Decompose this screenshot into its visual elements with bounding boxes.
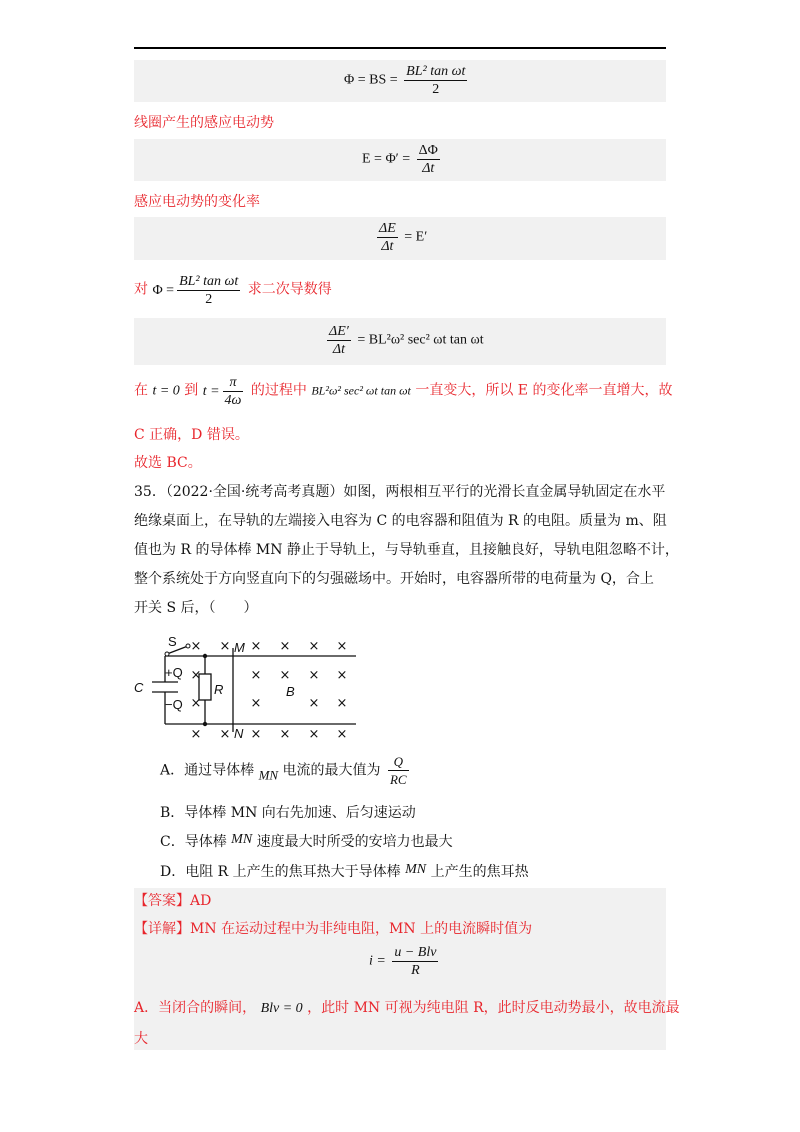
field-cross-mark: × [190, 727, 202, 742]
field-cross-mark: × [250, 696, 262, 711]
formula-band [134, 60, 666, 102]
solution-band [134, 888, 680, 1050]
n-label: N [234, 726, 244, 741]
field-cross-mark: × [190, 668, 202, 683]
field-cross-mark: × [219, 727, 231, 742]
formula-band [134, 318, 666, 365]
circuit-diagram [128, 632, 360, 750]
heading-emf: 线圈产生的感应电动势 [134, 115, 274, 131]
heading-rate: 感应电动势的变化率 [134, 194, 260, 210]
field-cross-mark: × [308, 727, 320, 742]
field-cross-mark: × [250, 727, 262, 742]
field-cross-mark: × [336, 639, 348, 654]
question-line: 整个系统处于方向竖直向下的匀强磁场中。开始时，电容器所带的电荷量为 Q，合上 [134, 571, 654, 587]
conclusion-line: C 正确，D 错误。 [134, 427, 249, 443]
field-cross-mark: × [250, 668, 262, 683]
field-cross-mark: × [219, 639, 231, 654]
option-a[interactable]: A．通过导体棒 MN 电流的最大值为 $\frac{Q}{RC}$ [160, 754, 407, 787]
plus-q-label: +Q [165, 665, 183, 680]
question-line: 35．（2022·全国·统考高考真题）如图，两根相互平行的光滑长直金属导轨固定在水平 [134, 484, 666, 500]
field-cross-mark: × [308, 639, 320, 654]
interval-line: 在 t = 0 到 t = $\frac{\pi}{4\omega}$ 的过程中 BL²ω² sec² ωt tan ωt 一直变大，所以 E 的变化率一直增大，故 [134, 375, 673, 408]
header-rule [134, 47, 666, 49]
flux-formula: Φ = BS = $\frac{\text{BL² tan ωt}}{2}$ [344, 64, 466, 97]
resistor-label: R [214, 682, 224, 697]
field-cross-mark: × [336, 696, 348, 711]
field-cross-mark: × [190, 639, 202, 654]
option-b[interactable]: B．导体棒 MN 向右先加速、后匀速运动 [160, 805, 416, 821]
rate-formula: $\frac{\Delta E}{\Delta t}$ = E′ [379, 221, 428, 254]
capacitor-label: C [134, 680, 144, 695]
question-line: 绝缘桌面上，在导轨的左端接入电容为 C 的电容器和阻值为 R 的电阻。质量为 m、阻 [134, 513, 667, 529]
field-cross-mark: × [250, 639, 262, 654]
field-cross-mark: × [308, 668, 320, 683]
field-cross-mark: × [336, 727, 348, 742]
switch-label: S [168, 634, 177, 649]
field-cross-mark: × [308, 696, 320, 711]
field-cross-mark: × [279, 668, 291, 683]
option-d[interactable]: D．电阻 R 上产生的焦耳热大于导体棒 MN 上产生的焦耳热 [160, 862, 529, 880]
emf-formula: E = Φ′ = $\frac{\Delta\Phi}{\Delta t}$ [362, 143, 438, 176]
formula-band [134, 139, 666, 181]
choice-line: 故选 BC。 [134, 455, 202, 471]
question-line: 开关 S 后，（ ） [134, 600, 258, 616]
field-cross-mark: × [279, 639, 291, 654]
field-cross-mark: × [279, 727, 291, 742]
current-formula: i = $\frac{\text{u − Blv}}{R}$ [369, 945, 437, 978]
option-c[interactable]: C．导体棒 MN 速度最大时所受的安培力也最大 [160, 832, 453, 850]
option-a-analysis-cont: 大 [134, 1031, 148, 1047]
field-cross-mark: × [190, 696, 202, 711]
field-label: B [286, 684, 295, 699]
second-derivative-formula: $\frac{\Delta E'}{\Delta t}$ = BL²ω² sec² ωt tan ωt [329, 324, 484, 357]
flux-numerator: BL² tan ωt [406, 64, 466, 79]
field-cross-mark: × [336, 668, 348, 683]
detail-line: 【详解】MN 在运动过程中为非纯电阻，MN 上的电流瞬时值为 [134, 921, 533, 937]
derivative-line: 对 Φ = $\frac{\text{BL² tan ωt}}{2}$ 求二次导数得 [134, 274, 332, 307]
formula-band [134, 217, 666, 260]
question-35 [134, 478, 679, 623]
minus-q-label: −Q [165, 697, 183, 712]
option-a-analysis: A．当闭合的瞬间， Blv = 0 ，此时 MN 可视为纯电阻 R，此时反电动势最小，故电流最 [134, 1000, 680, 1016]
question-line: 值也为 R 的导体棒 MN 静止于导轨上，与导轨垂直，且接触良好，导轨电阻忽略不计， [134, 542, 679, 558]
m-label: M [234, 640, 245, 655]
answer-line: 【答案】AD [134, 893, 212, 909]
flux-denominator: 2 [432, 82, 440, 97]
